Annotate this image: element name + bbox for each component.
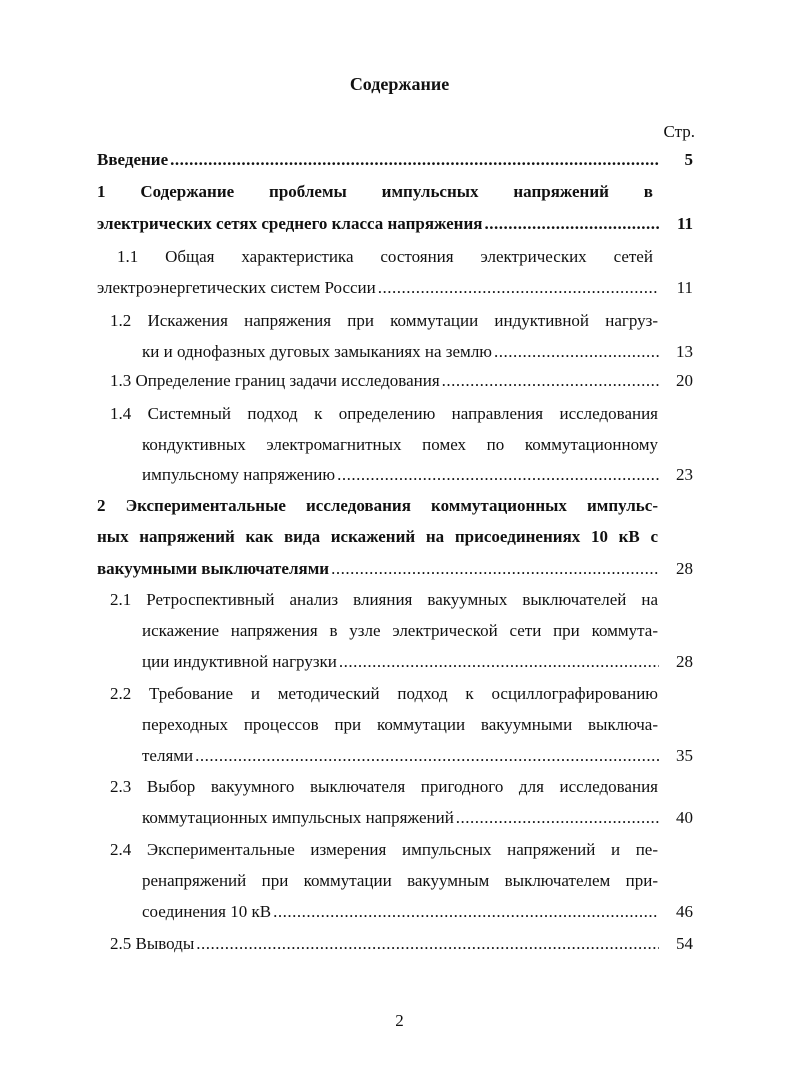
toc-word: электрических bbox=[480, 247, 587, 266]
toc-entry-text: вакуумными выключателями bbox=[97, 559, 330, 578]
page-title: Содержание bbox=[349, 74, 450, 94]
page-column-label: Стр. bbox=[663, 122, 695, 141]
dot-leader bbox=[337, 463, 659, 487]
toc-word: Содержание bbox=[140, 182, 235, 201]
dot-leader bbox=[195, 744, 659, 768]
toc-word: напряжений bbox=[513, 182, 609, 201]
toc-word: сетей bbox=[613, 247, 653, 266]
toc-page-number: 23 bbox=[676, 465, 693, 484]
toc-page-number: 20 bbox=[676, 371, 693, 390]
dot-leader bbox=[494, 340, 659, 364]
toc-entry-s1-2-line1: 1.2 Искажения напряжения при коммутации индуктивной нагруз- bbox=[110, 311, 658, 330]
toc-page-number: 11 bbox=[676, 278, 693, 297]
toc-entry-intro bbox=[97, 148, 693, 172]
toc-entry-ch1-line1 bbox=[97, 180, 653, 204]
toc-entry-s1-2-line2 bbox=[142, 340, 693, 364]
page-number: 2 bbox=[395, 1011, 404, 1030]
toc-entry-s2-4-line3 bbox=[142, 900, 693, 924]
dot-leader bbox=[170, 148, 659, 172]
toc-word: 1 bbox=[97, 182, 106, 201]
toc-page-number: 35 bbox=[676, 746, 693, 765]
toc-page-number: 54 bbox=[676, 934, 693, 953]
toc-entry-text: 1.3 Определение границ задачи исследования bbox=[110, 371, 440, 390]
toc-entry-text: коммутационных импульсных напряжений bbox=[142, 808, 454, 827]
dot-leader bbox=[331, 557, 659, 581]
toc-entry-s1-1-line2 bbox=[97, 276, 693, 300]
toc-entry-s1-4-line3 bbox=[142, 463, 693, 487]
toc-word: Общая bbox=[165, 247, 215, 266]
dot-leader bbox=[339, 650, 659, 674]
toc-entry-s1-4-line1: 1.4 Системный подход к определению направления исследования bbox=[110, 404, 658, 423]
toc-entry-s2-4-line1: 2.4 Экспериментальные измерения импульсных напряжений и пе- bbox=[110, 840, 658, 859]
toc-entry-s2-5 bbox=[110, 932, 693, 956]
toc-page-number: 11 bbox=[676, 214, 693, 233]
dot-leader bbox=[456, 806, 659, 830]
toc-page-number: 40 bbox=[676, 808, 693, 827]
toc-entry-s2-1-line2: искажение напряжения в узле электрической сети при коммута- bbox=[142, 621, 658, 640]
toc-entry-text: Введение bbox=[97, 150, 169, 169]
toc-entry-s1-3 bbox=[110, 369, 693, 393]
dot-leader bbox=[378, 276, 659, 300]
dot-leader bbox=[196, 932, 659, 956]
dot-leader bbox=[484, 212, 659, 236]
toc-entry-s1-1-line1 bbox=[117, 245, 653, 269]
toc-entry-s2-3-line2 bbox=[142, 806, 693, 830]
toc-entry-s2-2-line1: 2.2 Требование и методический подход к осциллографированию bbox=[110, 684, 658, 703]
toc-word: импульсных bbox=[381, 182, 479, 201]
toc-entry-s1-4-line2: кондуктивных электромагнитных помех по коммутационному bbox=[142, 435, 658, 454]
toc-entry-ch2-line1: 2 Экспериментальные исследования коммутационных импульс- bbox=[97, 496, 658, 515]
dot-leader bbox=[442, 369, 659, 393]
toc-entry-text: 2.5 Выводы bbox=[110, 934, 195, 953]
toc-word: проблемы bbox=[269, 182, 347, 201]
toc-entry-s2-2-line2: переходных процессов при коммутации вакуумными выключа- bbox=[142, 715, 658, 734]
toc-page-number: 46 bbox=[676, 902, 693, 921]
toc-entry-s2-1-line1: 2.1 Ретроспективный анализ влияния вакуумных выключателей на bbox=[110, 590, 658, 609]
toc-word: в bbox=[643, 182, 653, 201]
toc-page-number: 5 bbox=[684, 150, 693, 169]
toc-entry-text: соединения 10 кВ bbox=[142, 902, 272, 921]
toc-entry-ch2-line2: ных напряжений как вида искажений на присоединениях 10 кВ с bbox=[97, 527, 658, 546]
toc-entry-ch2-line3 bbox=[97, 557, 693, 581]
toc-word: 1.1 bbox=[117, 247, 139, 266]
toc-word: характеристика bbox=[241, 247, 354, 266]
toc-entry-text: ции индуктивной нагрузки bbox=[142, 652, 337, 671]
toc-page-number: 28 bbox=[676, 559, 693, 578]
toc-word: состояния bbox=[380, 247, 454, 266]
toc-page-number: 13 bbox=[676, 342, 693, 361]
toc-entry-text: электрических сетях среднего класса напряжения bbox=[97, 214, 483, 233]
toc-entry-s2-2-line3 bbox=[142, 744, 693, 768]
toc-entry-ch1-line2 bbox=[97, 212, 693, 236]
toc-entry-text: ки и однофазных дуговых замыканиях на землю bbox=[142, 342, 493, 361]
toc-entry-s2-1-line3 bbox=[142, 650, 693, 674]
toc-entry-s2-4-line2: ренапряжений при коммутации вакуумным выключателем при- bbox=[142, 871, 658, 890]
toc-page-number: 28 bbox=[676, 652, 693, 671]
toc-entry-text: электроэнергетических систем России bbox=[97, 278, 376, 297]
toc-entry-text: импульсному напряжению bbox=[142, 465, 336, 484]
toc-entry-s2-3-line1: 2.3 Выбор вакуумного выключателя пригодного для исследования bbox=[110, 777, 658, 796]
toc-entry-text: телями bbox=[142, 746, 194, 765]
dot-leader bbox=[273, 900, 659, 924]
